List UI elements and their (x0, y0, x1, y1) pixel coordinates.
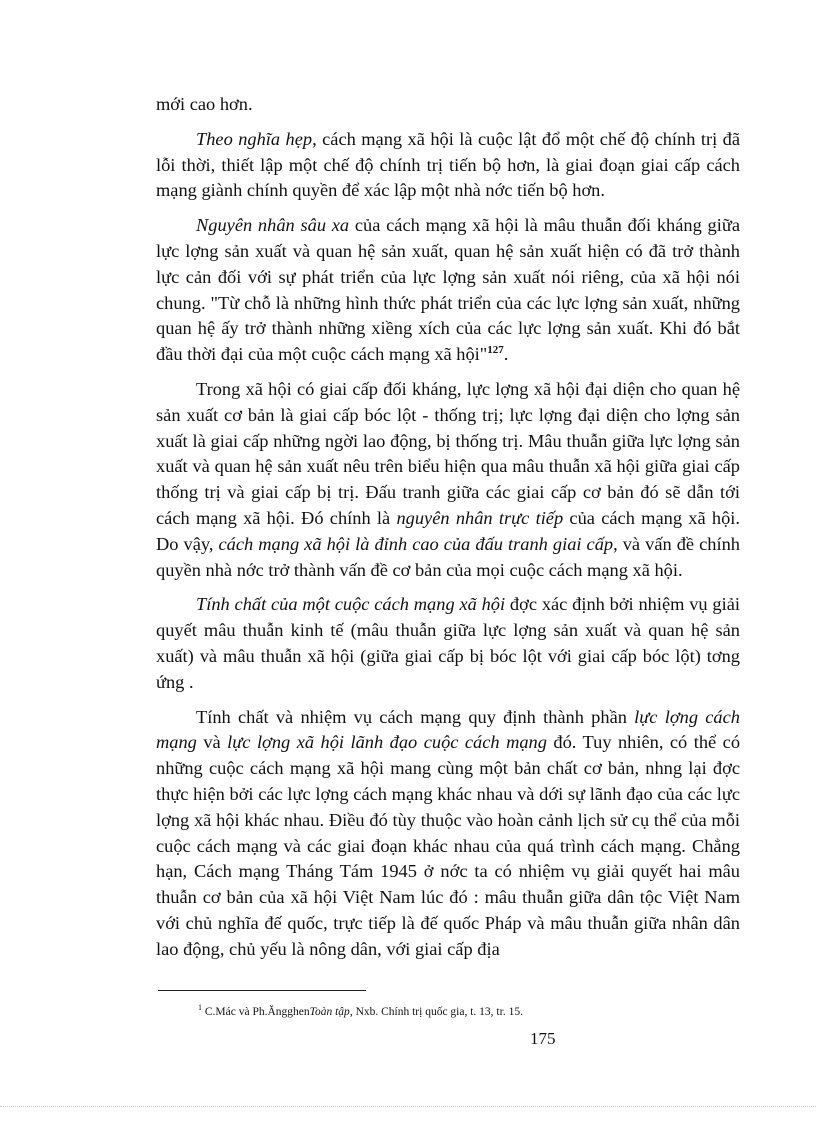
paragraph (156, 92, 740, 118)
paragraph-text: , và vấn đề chính quyền nhà nớc trở thành vấn đề cơ bản của mọi cuộc cách mạng xã hội. (156, 533, 740, 580)
paragraph-text: , cách mạng xã hội là cuộc lật đổ một chế độ chính trị đã lỗi thời, thiết lập một chế độ chính trị tiến bộ hơn, là giai đoạn giai cấp cách mạng giành chính quyền để xác lập một nhà nớc tiến bộ hơn. (156, 128, 740, 201)
footnote-reference: 127 (487, 344, 504, 357)
paragraph (156, 705, 740, 963)
paragraph (156, 377, 740, 583)
footnote-source: , Nxb. Chính trị quốc gia, t. 13, tr. 15. (349, 1005, 523, 1018)
italic-text: cách mạng xã hội là đỉnh cao của đấu tranh giai cấp (218, 533, 614, 554)
paragraph (156, 213, 740, 368)
footnote-title: Toàn tập (309, 1005, 350, 1018)
page-number: 175 (530, 1029, 556, 1048)
paragraph-text: của cách mạng xã hội. Do vậy, (156, 507, 741, 554)
paragraph-text: . (503, 344, 509, 365)
paragraph (156, 592, 740, 695)
paragraph-text: của cách mạng xã hội là mâu thuẫn đối kháng giữa lực lợng sản xuất và quan hệ sản xuất, quan hệ sản xuất hiện có đã trở thành lực cản đối với sự phát triển của lực lợng sản xuất nói riêng, của xã hội nói chung. "Từ chỗ là những hình thức phát triển của các lực lợng sản xuất, những quan hệ ấy trở thành những xiềng xích của các lực lợng sản xuất. Khi đó bắt đầu thời đại của một cuộc cách mạng xã hội" (156, 215, 740, 365)
paragraph-text: và (196, 732, 228, 753)
paragraph-text: Trong xã hội có giai cấp đối kháng, lực lợng xã hội đại diện cho quan hệ sản xuất cơ bản là giai cấp bóc lột - thống trị; lực lợng đại diện cho lợng sản xuất là giai cấp những ngời lao động, bị thống trị. Mâu thuẫn giữa lực lợng sản xuất và quan hệ sản xuất nêu trên biểu hiện qua mâu thuẫn xã hội giữa giai cấp thống trị và giai cấp bị trị. Đấu tranh giữa các giai cấp cơ bản đó sẽ dẫn tới cách mạng xã hội. Đó chính là (156, 378, 740, 528)
page-bottom-border (0, 1106, 816, 1107)
footnote (198, 1001, 758, 1019)
italic-text: Theo nghĩa hẹp (196, 128, 313, 149)
paragraph-text: đó. Tuy nhiên, có thể có những cuộc cách mạng xã hội mang cùng một bản chất cơ bản, nhng lại đợc thực hiện bởi các lực lợng cách mạng khác nhau và dới sự lãnh đạo của các lực lợng xã hội khác nhau. Điều đó tùy thuộc vào hoàn cảnh lịch sử cụ thể của mỗi cuộc cách mạng và các giai đoạn khác nhau của quá trình cách mạng. Chẳng hạn, Cách mạng Tháng Tám 1945 ở nớc ta có nhiệm vụ giải quyết hai mâu thuẫn cơ bản của xã hội Việt Nam lúc đó : mâu thuẫn giữa dân tộc Việt Nam với chủ nghĩa đế quốc, trực tiếp là đế quốc Pháp và mâu thuẫn giữa nhân dân lao động, chủ yếu là nông dân, với giai cấp địa (156, 732, 741, 959)
footnote-marker: 1 (198, 1003, 202, 1012)
paragraph-text: mới cao hơn. (156, 94, 253, 114)
italic-text: lực lợng xã hội lãnh đạo cuộc cách mạng (227, 732, 547, 753)
italic-text: lực lợng cách mạng (156, 706, 740, 753)
body-text (156, 92, 740, 972)
italic-text: Nguyên nhân sâu xa (196, 215, 350, 236)
paragraph-text: đợc xác định bởi nhiệm vụ giải quyết mâu thuẫn kinh tế (mâu thuẫn giữa lực lợng sản xuất và quan hệ sản xuất) và mâu thuẫn xã hội (giữa giai cấp bị bóc lột với giai cấp bóc lột) tơng ứng . (156, 594, 741, 692)
italic-text: Tính chất của một cuộc cách mạng xã hội (196, 594, 506, 615)
italic-text: nguyên nhân trực tiếp (396, 507, 564, 528)
paragraph-text: Tính chất và nhiệm vụ cách mạng quy định thành phần (196, 706, 635, 727)
footnote-author: C.Mác và Ph.Ăngghen (202, 1005, 310, 1018)
paragraph (156, 127, 740, 204)
footnote-divider (158, 990, 366, 991)
